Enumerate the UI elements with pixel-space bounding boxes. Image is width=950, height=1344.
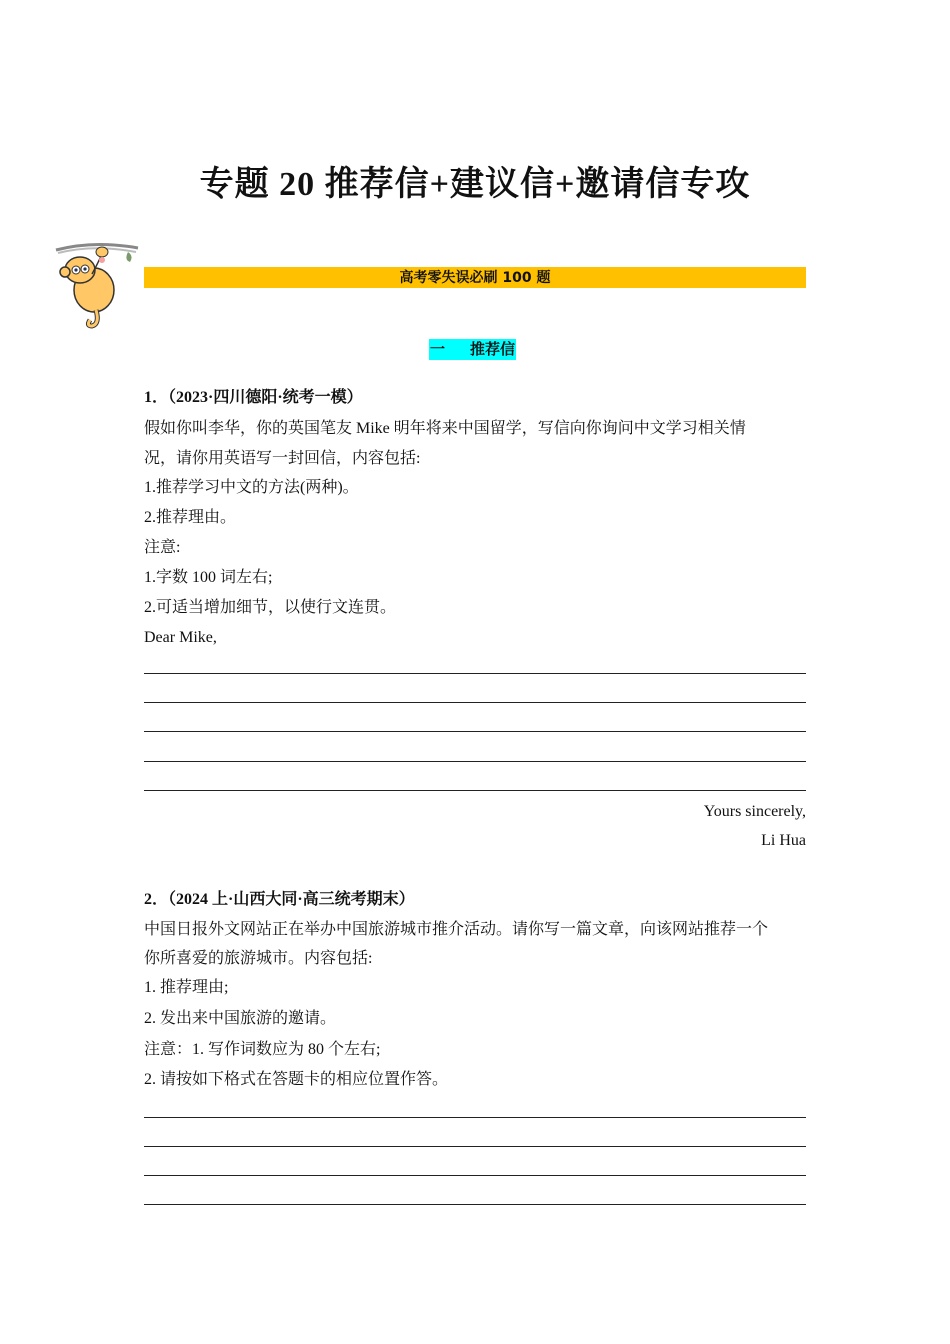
question-1-line: 1.字数 100 词左右; bbox=[144, 569, 273, 586]
section-label: 推荐信 bbox=[470, 340, 516, 358]
question-1-line: 2.可适当增加细节，以使行文连贯。 bbox=[144, 599, 397, 616]
section-number: 一 bbox=[430, 340, 446, 358]
answer-line bbox=[144, 1146, 806, 1147]
question-1-line: 况，请你用英语写一封回信，内容包括: bbox=[144, 450, 421, 467]
question-2-line: 1. 推荐理由; bbox=[144, 979, 229, 996]
closing: Yours sincerely, bbox=[703, 803, 806, 820]
question-1-header: 1．（2023·四川德阳·统考一模） bbox=[144, 389, 363, 406]
answer-line bbox=[144, 1175, 806, 1176]
question-2-line: 2. 发出来中国旅游的邀请。 bbox=[144, 1010, 337, 1027]
question-2-line: 你所喜爱的旅游城市。内容包括: bbox=[144, 950, 373, 967]
question-1-line: Dear Mike, bbox=[144, 629, 217, 646]
question-1-line: 假如你叫李华，你的英国笔友 Mike 明年将来中国留学，写信向你询问中文学习相关情 bbox=[144, 420, 746, 437]
answer-line bbox=[144, 731, 806, 732]
answer-line bbox=[144, 1204, 806, 1205]
answer-line bbox=[144, 702, 806, 703]
page-title: 专题 20 推荐信+建议信+邀请信专攻 bbox=[199, 166, 751, 203]
answer-line bbox=[144, 1117, 806, 1118]
answer-line bbox=[144, 761, 806, 762]
section-heading bbox=[429, 339, 516, 360]
answer-line bbox=[144, 790, 806, 791]
monkey-mascot-icon bbox=[54, 242, 140, 335]
signature: Li Hua bbox=[761, 832, 806, 849]
question-2-line: 注意：1. 写作词数应为 80 个左右; bbox=[144, 1041, 381, 1058]
banner: 高考零失误必刷 100 题 bbox=[144, 267, 806, 288]
question-1-line: 1.推荐学习中文的方法(两种)。 bbox=[144, 479, 359, 496]
question-2-line: 2. 请按如下格式在答题卡的相应位置作答。 bbox=[144, 1071, 449, 1088]
question-1-line: 注意: bbox=[144, 539, 181, 556]
question-2-line: 中国日报外文网站正在举办中国旅游城市推介活动。请你写一篇文章，向该网站推荐一个 bbox=[144, 921, 769, 938]
question-1-line: 2.推荐理由。 bbox=[144, 509, 237, 526]
answer-line bbox=[144, 673, 806, 674]
question-2-header: 2．（2024 上·山西大同·高三统考期末） bbox=[144, 891, 415, 908]
